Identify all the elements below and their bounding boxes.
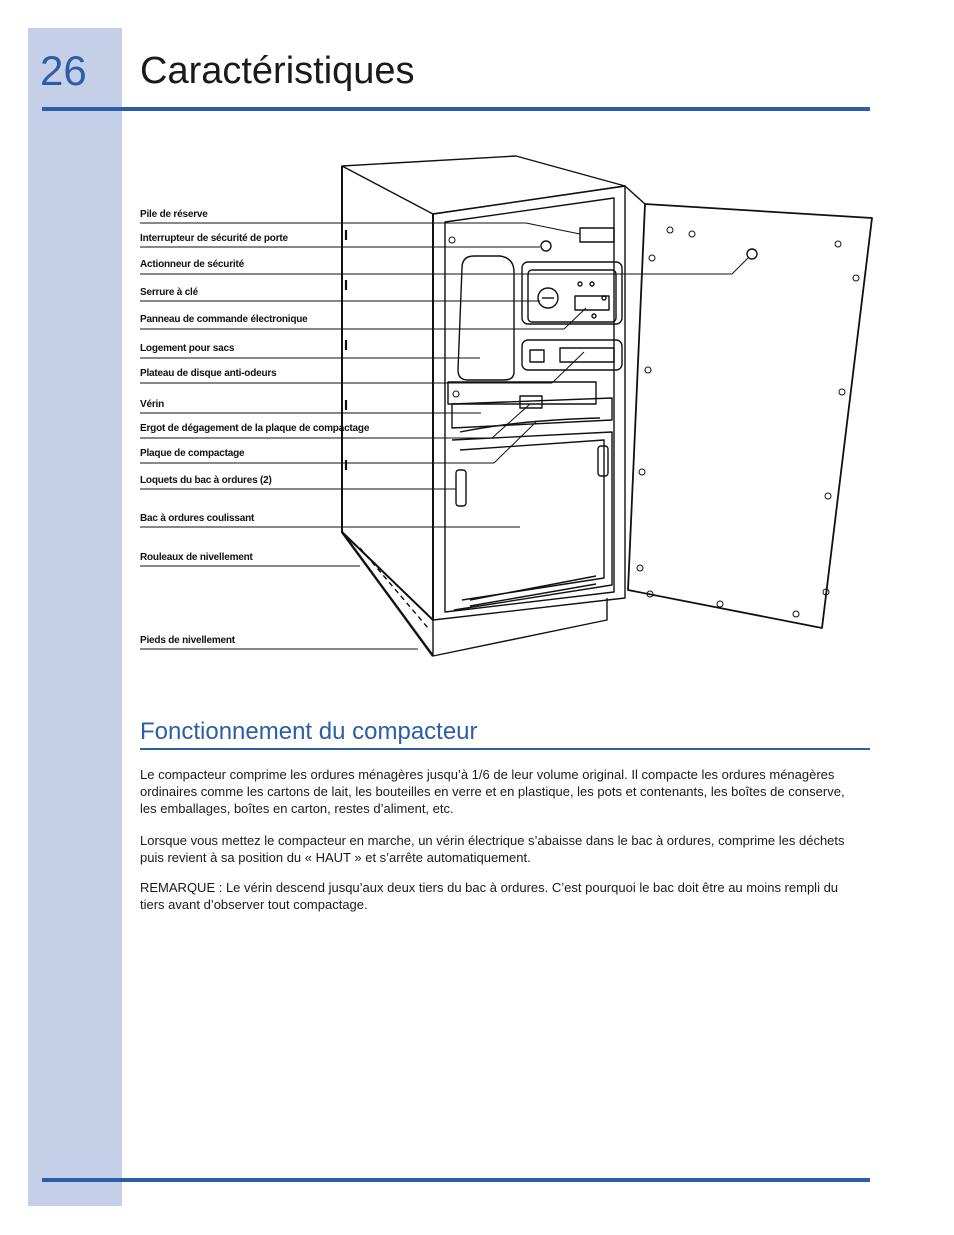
callout-actionneur-securite: Actionneur de sécurité <box>140 259 244 270</box>
callout-bac-coulissant: Bac à ordures coulissant <box>140 513 255 524</box>
callout-plateau-disque: Plateau de disque anti-odeurs <box>140 368 277 379</box>
callout-plaque-compactage: Plaque de compactage <box>140 448 245 459</box>
paragraph-1: Le compacteur comprime les ordures ménagères jusqu’à 1/6 de leur volume original. Il compacte les ordures ménagères ordinaires comme les cartons de lait, les bouteilles en verre et en plastique, les pots et contenants, les boîtes de conserve, les emballages, boîtes en carton, restes d’aliment, etc. <box>140 767 845 816</box>
paragraph-3: REMARQUE : Le vérin descend jusqu’aux deux tiers du bac à ordures. C’est pourquoi le bac doit être au moins rempli du tiers avant d’observer tout compactage. <box>140 880 839 912</box>
paragraph-2: Lorsque vous mettez le compacteur en marche, un vérin électrique s’abaisse dans le bac à ordures, comprime les déchets puis revient à sa position du « HAUT » et s’arrête automatiquement. <box>140 833 845 865</box>
callout-pieds-nivellement: Pieds de nivellement <box>140 635 235 646</box>
callout-pile-de-reserve: Pile de réserve <box>140 209 208 220</box>
callout-loquets-bac: Loquets du bac à ordures (2) <box>140 475 272 486</box>
page-number: 26 <box>40 47 87 94</box>
footer-rule <box>42 1178 870 1182</box>
callout-verin: Vérin <box>140 399 165 410</box>
callout-interrupteur-securite-porte: Interrupteur de sécurité de porte <box>140 233 288 244</box>
callout-serrure-a-cle: Serrure à clé <box>140 287 198 298</box>
callout-logement-sacs: Logement pour sacs <box>140 343 235 354</box>
section-heading: Fonctionnement du compacteur <box>140 718 478 745</box>
callout-panneau-commande: Panneau de commande électronique <box>140 314 308 325</box>
callout-rouleaux-nivellement: Rouleaux de nivellement <box>140 552 253 563</box>
page-title: Caractéristiques <box>140 50 415 92</box>
callout-ergot-degagement: Ergot de dégagement de la plaque de compactage <box>140 423 370 434</box>
section-rule <box>140 748 870 750</box>
